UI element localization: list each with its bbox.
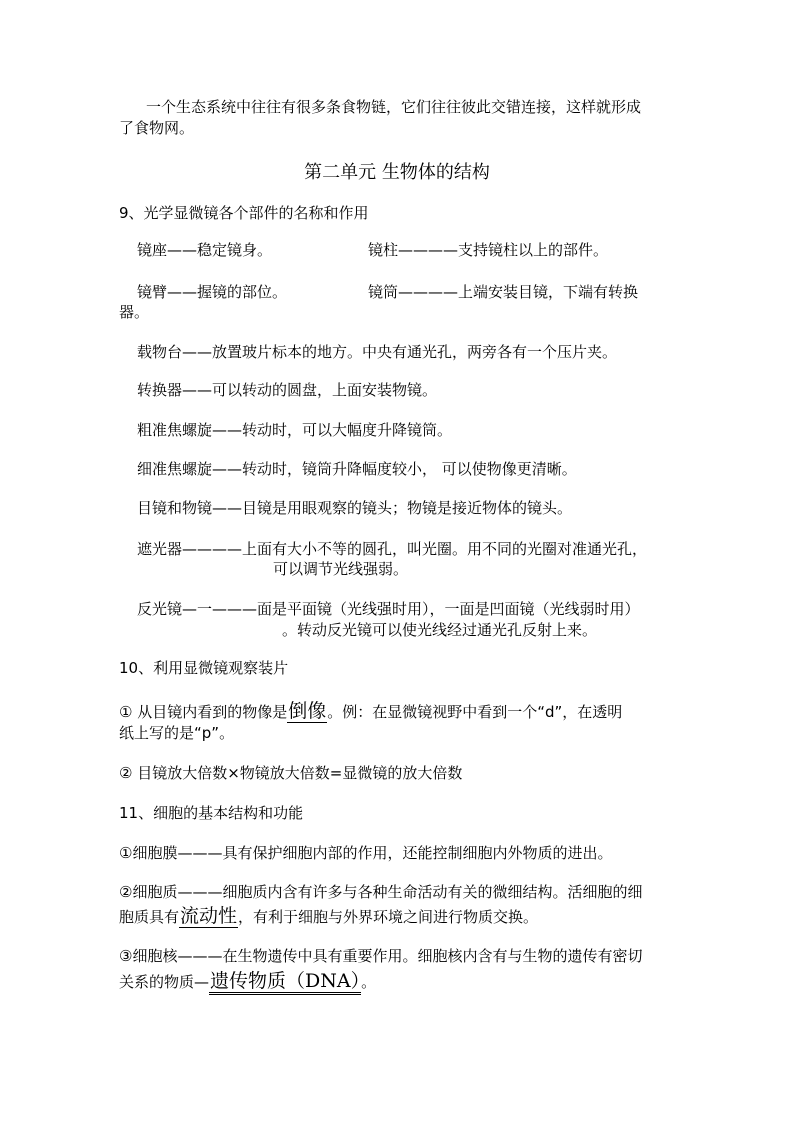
- part-pillar: 镜柱————支持镜柱以上的部件。: [368, 241, 609, 259]
- part-mirror-continued: 。转动反光镜可以使光线经过通光孔反射上来。: [282, 621, 598, 639]
- handwritten-answer-genetic-material: 遗传物质（DNA）: [209, 970, 361, 995]
- part-lenses: 目镜和物镜——目镜是用眼观察的镜头；物镜是接近物体的镜头。: [137, 499, 573, 517]
- section-10-item-2: ② 目镜放大倍数×物镜放大倍数=显微镜的放大倍数: [119, 764, 463, 782]
- part-arm: 镜臂——握镜的部位。: [137, 283, 288, 301]
- part-stage: 载物台——放置玻片标本的地方。中央有通光孔，两旁各有一个压片夹。: [137, 343, 618, 361]
- nucleus-continued: [119, 971, 376, 992]
- section-10-heading: 10、利用显微镜观察装片: [119, 659, 289, 677]
- section-10-item-1-continued: 纸上写的是“p”。: [119, 724, 235, 742]
- section-10-item-1: [119, 701, 622, 722]
- nucleus-text-pre: 关系的物质—: [119, 973, 210, 991]
- section-11-heading: 11、细胞的基本结构和功能: [119, 804, 304, 822]
- part-mirror: 反光镜—一———面是平面镜（光线强时用），一面是凹面镜（光线弱时用）: [137, 600, 640, 618]
- section-9-heading: 9、光学显微镜各个部件的名称和作用: [119, 204, 369, 222]
- item-1-text-pre: ① 从目镜内看到的物像是: [119, 703, 288, 721]
- cytoplasm-text-pre: 胞质具有: [119, 908, 180, 926]
- handwritten-answer-inverted-image: 倒像: [288, 700, 327, 722]
- cytoplasm: ②细胞质———细胞质内含有许多与各种生命活动有关的微细结构。活细胞的细: [119, 883, 643, 901]
- item-1-text-post: 。例：在显微镜视野中看到一个“d”，在透明: [327, 703, 623, 721]
- cytoplasm-text-post: ，有利于细胞与外界环境之间进行物质交换。: [238, 908, 539, 926]
- part-base: 镜座——稳定镜身。: [137, 241, 273, 259]
- part-diaphragm: 遮光器————上面有大小不等的圆孔，叫光圈。用不同的光圈对准通光孔，: [137, 540, 648, 558]
- intro-line-2: 了食物网。: [119, 119, 195, 137]
- part-nosepiece: 转换器——可以转动的圆盘，上面安装物镜。: [137, 381, 438, 399]
- unit-title: 第二单元 生物体的结构: [304, 162, 490, 183]
- part-tube-continued: 器。: [119, 303, 150, 321]
- part-diaphragm-continued: 可以调节光线强弱。: [273, 560, 409, 578]
- cell-membrane: ①细胞膜———具有保护细胞内部的作用，还能控制细胞内外物质的进出。: [119, 844, 613, 862]
- nucleus-text-post: 。: [361, 973, 377, 991]
- cytoplasm-continued: [119, 906, 538, 927]
- part-coarse-focus: 粗准焦螺旋——转动时，可以大幅度升降镜筒。: [137, 421, 453, 439]
- nucleus: ③细胞核———在生物遗传中具有重要作用。细胞核内含有与生物的遗传有密切: [119, 947, 643, 965]
- intro-line-1: 一个生态系统中往往有很多条食物链，它们往往彼此交错连接，这样就形成: [146, 98, 642, 116]
- part-tube: 镜筒————上端安装目镜，下端有转换: [368, 283, 639, 301]
- handwritten-answer-fluidity: 流动性: [180, 905, 238, 927]
- part-fine-focus: 细准焦螺旋——转动时，镜筒升降幅度较小， 可以使物像更清晰。: [137, 460, 577, 478]
